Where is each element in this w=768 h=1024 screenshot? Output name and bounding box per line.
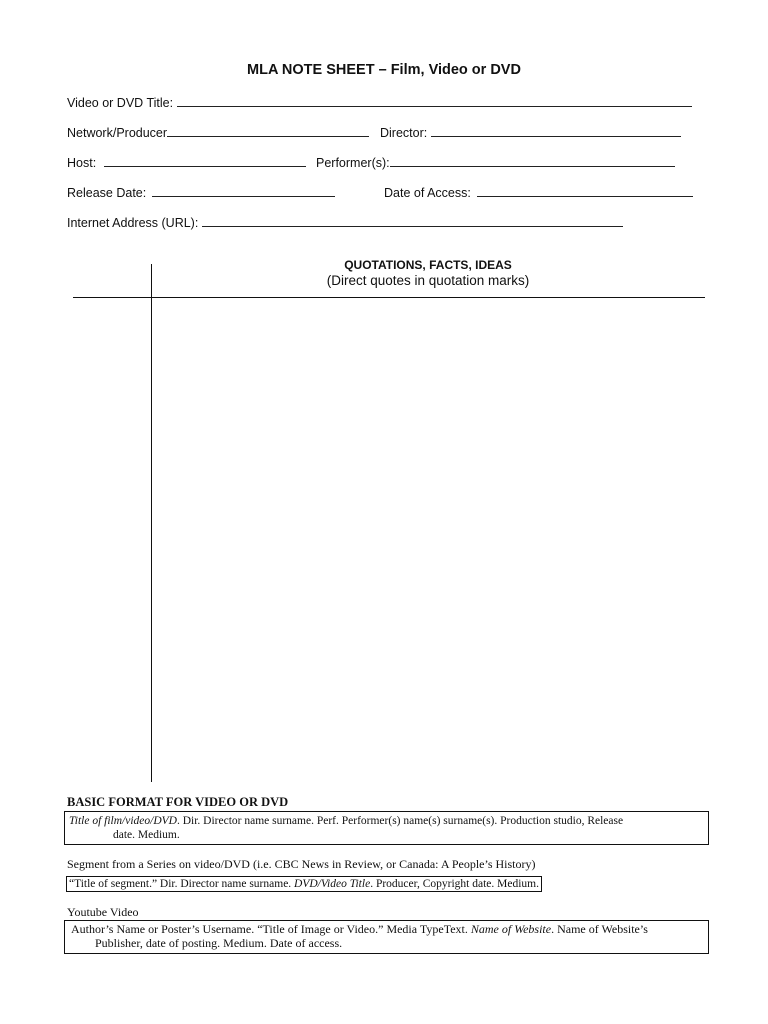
basic-format-italic-title: Title of film/video/DVD — [69, 815, 177, 827]
basic-format-line-2: date. Medium. — [113, 829, 180, 841]
youtube-italic: Name of Website — [470, 922, 552, 936]
notes-heading: QUOTATIONS, FACTS, IDEAS — [344, 258, 512, 272]
segment-part-1: “Title of segment.” Dir. Director name surname. — [69, 878, 295, 890]
network-producer-field — [67, 124, 369, 141]
performers-field — [316, 154, 675, 171]
internet-address-field — [67, 214, 623, 231]
notes-left-column[interactable] — [73, 300, 149, 780]
director-label: Director: — [380, 126, 428, 140]
performers-label: Performer(s): — [316, 156, 390, 170]
network-producer-label: Network/Producer — [67, 126, 168, 140]
release-date-label: Release Date: — [67, 186, 147, 200]
director-line[interactable] — [431, 124, 681, 137]
host-line[interactable] — [104, 154, 306, 167]
host-field — [67, 154, 306, 171]
segment-part-2: . Producer, Copyright date. Medium. — [370, 878, 540, 890]
youtube-format-box — [64, 920, 709, 954]
basic-format-box — [64, 811, 709, 845]
internet-address-label: Internet Address (URL): — [67, 216, 199, 230]
notes-subheading: (Direct quotes in quotation marks) — [326, 273, 530, 288]
notes-header-divider — [73, 297, 705, 298]
video-title-field — [67, 94, 692, 111]
date-of-access-field — [384, 184, 693, 201]
director-field — [380, 124, 681, 141]
basic-format-title: BASIC FORMAT FOR VIDEO OR DVD — [67, 795, 289, 809]
segment-italic: DVD/Video Title — [294, 878, 371, 890]
basic-format-line-1 — [69, 814, 704, 828]
notes-column-divider — [151, 264, 152, 782]
host-label: Host: — [67, 156, 97, 170]
internet-address-line[interactable] — [202, 214, 623, 227]
date-of-access-line[interactable] — [477, 184, 693, 197]
youtube-part-1: Author’s Name or Poster’s Username. “Title of Image or Video.” Media TypeText. — [71, 922, 471, 936]
release-date-line[interactable] — [152, 184, 335, 197]
youtube-caption: Youtube Video — [67, 905, 139, 919]
video-title-label: Video or DVD Title: — [67, 96, 174, 110]
video-title-line[interactable] — [177, 94, 692, 107]
youtube-line-2: Publisher, date of posting. Medium. Date of access. — [95, 936, 343, 950]
segment-caption: Segment from a Series on video/DVD (i.e. CBC News in Review, or Canada: A People’s History) — [67, 857, 536, 871]
date-of-access-label: Date of Access: — [384, 186, 471, 200]
network-producer-line[interactable] — [167, 124, 369, 137]
notes-right-column[interactable] — [154, 300, 704, 780]
youtube-part-2: . Name of Website’s — [551, 922, 648, 936]
basic-format-line-1-text: . Dir. Director name surname. Perf. Performer(s) name(s) surname(s). Production studio, Release — [176, 815, 624, 827]
youtube-line-1 — [71, 922, 702, 936]
segment-format-box — [66, 876, 542, 892]
release-date-field — [67, 184, 335, 201]
performers-line[interactable] — [390, 154, 675, 167]
page-title: MLA NOTE SHEET – Film, Video or DVD — [247, 62, 521, 78]
